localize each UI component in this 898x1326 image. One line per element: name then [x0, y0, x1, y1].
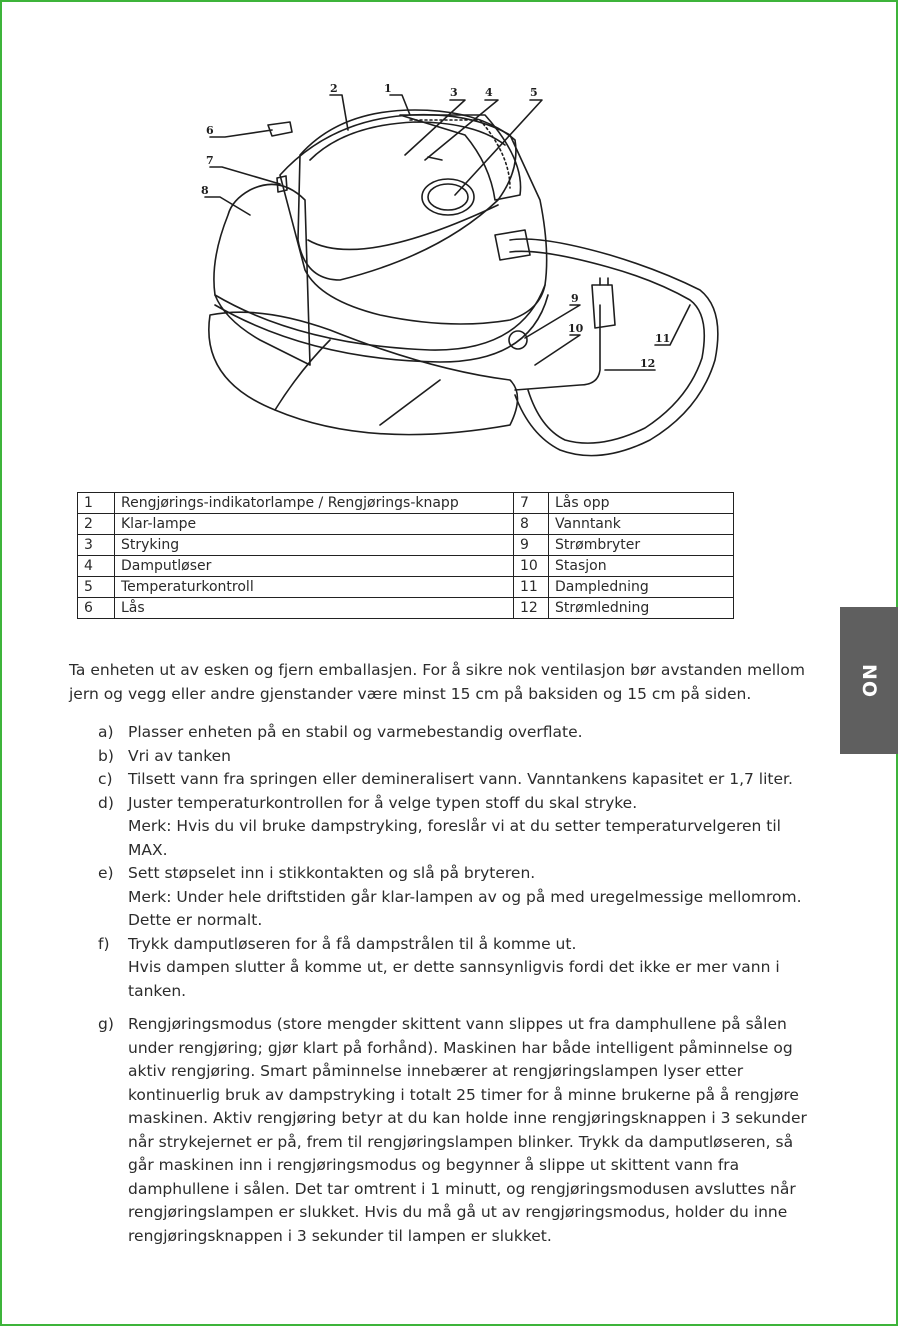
step-c: [98, 768, 822, 792]
table-row: [78, 598, 734, 619]
callout-6: 6: [206, 124, 214, 137]
step-label: d): [98, 793, 114, 812]
step-note: Merk: Hvis du vil bruke dampstryking, foreslår vi at du setter temperaturvelgeren til MAX.: [128, 817, 781, 859]
callout-11: 11: [655, 332, 671, 345]
step-text: Trykk damputløseren for å få dampstrålen til å komme ut.: [128, 934, 577, 953]
water-tank: [214, 184, 310, 365]
steam-station-illustration: [180, 80, 740, 490]
step-note: Hvis dampen slutter å komme ut, er dette sannsynligvis fordi det ikke er mer vann i tanken.: [128, 958, 780, 1000]
part-number: 11: [514, 577, 549, 598]
part-number: 7: [514, 493, 549, 514]
callout-3: 3: [450, 86, 458, 99]
part-label: Rengjørings-indikatorlampe / Rengjørings-knapp: [115, 493, 514, 514]
callout-7: 7: [206, 154, 214, 167]
callout-8: 8: [201, 184, 209, 197]
callout-12: 12: [640, 357, 656, 370]
part-number: 1: [78, 493, 115, 514]
part-number: 12: [514, 598, 549, 619]
part-label: Vanntank: [549, 514, 734, 535]
part-label: Lås: [115, 598, 514, 619]
part-label: Lås opp: [549, 493, 734, 514]
language-tab: [840, 607, 898, 754]
step-text: Vri av tanken: [128, 746, 231, 765]
part-number: 8: [514, 514, 549, 535]
part-number: 10: [514, 556, 549, 577]
step-g: [98, 1013, 822, 1248]
table-row: [78, 493, 734, 514]
callout-2: 2: [330, 82, 338, 95]
step-a: [98, 721, 822, 745]
lock-button: [268, 122, 292, 136]
step-text: Tilsett vann fra springen eller demineralisert vann. Vanntankens kapasitet er 1,7 liter.: [128, 770, 793, 788]
callout-5: 5: [530, 86, 538, 99]
step-note: Merk: Under hele driftstiden går klar-lampen av og på med uregelmessige mellomrom. Dette er normalt.: [128, 887, 802, 929]
part-label: Dampledning: [549, 577, 734, 598]
language-code: NO: [858, 663, 880, 698]
step-label: a): [98, 723, 114, 741]
table-row: [78, 535, 734, 556]
part-label: Strømledning: [549, 598, 734, 619]
step-label: g): [98, 1015, 114, 1033]
part-label: Strømbryter: [549, 535, 734, 556]
step-b: [98, 745, 822, 769]
parts-table: [77, 492, 734, 619]
callout-4: 4: [485, 86, 493, 99]
station-base: [209, 312, 518, 434]
step-label: f): [98, 934, 110, 953]
power-plug: [592, 285, 615, 328]
step-text: Sett støpselet inn i stikkontakten og slå på bryteren.: [128, 864, 536, 882]
table-row: [78, 577, 734, 598]
part-number: 2: [78, 514, 115, 535]
power-switch: [509, 331, 527, 349]
part-number: 5: [78, 577, 115, 598]
callout-1: 1: [384, 82, 392, 95]
part-number: 4: [78, 556, 115, 577]
table-row: [78, 556, 734, 577]
part-label: Stryking: [115, 535, 514, 556]
step-label: b): [98, 746, 114, 765]
part-number: 9: [514, 535, 549, 556]
steam-station-diagram: [180, 80, 740, 490]
part-number: 3: [78, 535, 115, 556]
step-label: e): [98, 864, 114, 882]
part-label: Damputløser: [115, 556, 514, 577]
callout-9: 9: [571, 292, 579, 305]
step-text: Juster temperaturkontrollen for å velge typen stoff du skal stryke.: [128, 793, 638, 812]
part-number: 6: [78, 598, 115, 619]
step-d: [98, 792, 822, 863]
step-text: Rengjøringsmodus (store mengder skittent vann slippes ut fra damphullene på sålen under rengjøring; gjør klart på forhånd). Maskinen har både intelligent påminnelse og aktiv rengjøring. Smart påminnelse innebærer at rengjøringslampen lyser etter kontinuerlig bruk av dampstryking i totalt 25 timer for å minne brukerne på å rengjøre maskinen. Aktiv rengjøring betyr at du kan holde inne rengjøringsknappen i 3 sekunder når strykejernet er på, frem til rengjøringslampen blinker. Trykk da damputløseren, så går maskinen inn i rengjøringsmodus og begynner å slippe ut skittent vann fra damphullene i sålen. Det tar omtrent i 1 minutt, og rengjøringsmodusen avsluttes når rengjøringslampen er slukket. Hvis du må gå ut av rengjøringsmodus, holder du inne rengjøringsknappen i 3 sekunder til lampen er slukket.: [128, 1015, 807, 1245]
part-label: Stasjon: [549, 556, 734, 577]
steam-hose: [510, 239, 718, 456]
callout-10: 10: [568, 322, 584, 335]
table-row: [78, 514, 734, 535]
step-text: Plasser enheten på en stabil og varmebestandig overflate.: [128, 723, 583, 741]
step-label: c): [98, 770, 113, 788]
step-f: [98, 933, 822, 1004]
step-e: [98, 862, 822, 933]
part-label: Klar-lampe: [115, 514, 514, 535]
steps-list: [98, 721, 822, 1248]
intro-paragraph: Ta enheten ut av esken og fjern emballasjen. For å sikre nok ventilasjon bør avstanden mellom jern og vegg eller andre gjenstander være minst 15 cm på baksiden og 15 cm på siden.: [69, 661, 805, 703]
part-label: Temperaturkontroll: [115, 577, 514, 598]
